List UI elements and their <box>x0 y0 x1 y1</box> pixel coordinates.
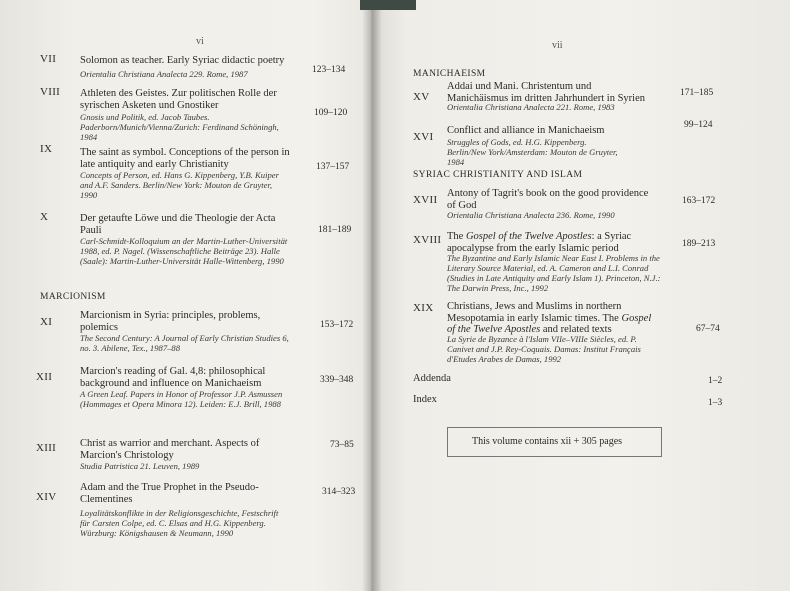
entry-number: VIII <box>40 86 61 98</box>
entry-source: Loyalitätskonflikte in der Religionsgeschichte, Festschrift für Carsten Colpe, ed. C. Elsas and H.G. Kippenberg. Würzburg: Königshausen & Neumann, 1990 <box>80 508 279 538</box>
entry-title: Antony of Tagrit's book on the good providence of God <box>447 188 649 211</box>
entry-title: Conflict and alliance in Manichaeism <box>447 125 605 136</box>
entry-title-italic: Gospel of the Twelve Apostles <box>447 312 652 335</box>
entry-number: XIV <box>36 491 57 503</box>
entry-source: The Second Century: A Journal of Early Christian Studies 6, no. 3. Abilene, Tex., 1987–88 <box>80 333 289 353</box>
entry-pages: 109–120 <box>314 108 348 118</box>
entry-title-text: and related texts <box>540 324 612 335</box>
entry-source: Concepts of Person, ed. Hans G. Kippenberg, Y.B. Kuiper and A.F. Sanders. Berlin/New York: Mouton de Gruyter, 1990 <box>80 170 279 200</box>
entry-title: Athleten des Geistes. Zur politischen Rolle der syrischen Asketen und Gnostiker <box>80 88 277 111</box>
entry-number: XI <box>40 316 53 328</box>
entry-title-text: The <box>447 231 466 242</box>
entry-title: The saint as symbol. Conceptions of the person in late antiquity and early Christianity <box>80 147 290 170</box>
book-gutter <box>362 0 382 591</box>
entry-title: Addai und Mani. Christentum und Manichäismus im dritten Jahrhundert in Syrien <box>447 81 646 104</box>
entry-pages: 73–85 <box>330 440 354 450</box>
entry-title: Adam and the True Prophet in the Pseudo-Clementines <box>80 482 259 505</box>
entry-pages: 314–323 <box>322 487 356 497</box>
entry-number: IX <box>40 143 53 155</box>
folio-right: vii <box>552 40 563 51</box>
entry-pages: 163–172 <box>682 196 716 206</box>
entry-number: XVII <box>413 194 438 206</box>
entry-pages: 189–213 <box>682 239 716 249</box>
section-heading: MANICHAEISM <box>413 69 486 79</box>
section-heading: MARCIONISM <box>40 292 106 302</box>
entry-pages: 67–74 <box>696 324 720 334</box>
entry-source: Carl-Schmidt-Kolloquium an der Martin-Luther-Universität 1988, ed. P. Nagel. (Wissenschaftliche Beiträge 23). Halle (Saale): Martin-Luther-Universität Halle-Wittenberg, 1990 <box>80 236 288 266</box>
entry-number: XII <box>36 371 53 383</box>
entry-source: A Green Leaf. Papers in Honor of Professor J.P. Asmussen (Hommages et Opera Minora 12). Leiden: E.J. Brill, 1988 <box>80 389 283 409</box>
entry-title: Marcionism in Syria: principles, problems, polemics <box>80 310 261 333</box>
entry-source: Orientalia Christiana Analecta 229. Rome, 1987 <box>80 69 248 79</box>
index-pages: 1–3 <box>708 398 723 408</box>
entry-number: VII <box>40 53 57 65</box>
entry-title: Solomon as teacher. Early Syriac didactic poetry <box>80 55 285 66</box>
entry-source: La Syrie de Byzance à l'Islam VIIe–VIIIe Siècles, ed. P. Canivet and J.P. Rey-Coquais. Damas: Institut Français d'Etudes Arabes de Damas, 1992 <box>447 334 641 364</box>
entry-source: Orientalia Christiana Analecta 236. Rome, 1990 <box>447 210 615 220</box>
entry-source: Struggles of Gods, ed. H.G. Kippenberg. Berlin/New York/Amsterdam: Mouton de Gruyter, 1984 <box>447 137 618 167</box>
entry-source: Gnosis und Politik, ed. Jacob Taubes. Paderborn/Munich/Vienna/Zurich: Ferdinand Schöningh, 1984 <box>80 112 279 142</box>
entry-number: XVIII <box>413 234 442 246</box>
entry-number: X <box>40 211 49 223</box>
entry-pages: 153–172 <box>320 320 354 330</box>
entry-pages: 99–124 <box>684 120 713 130</box>
addenda-pages: 1–2 <box>708 376 723 386</box>
index-label: Index <box>413 394 437 405</box>
section-heading: SYRIAC CHRISTIANITY AND ISLAM <box>413 170 583 180</box>
addenda-label: Addenda <box>413 373 451 384</box>
entry-title-text: Christians, Jews and Muslims in northern Mesopotamia in early Islamic times. The <box>447 301 622 324</box>
volume-note: This volume contains xii + 305 pages <box>447 427 662 457</box>
entry-title <box>447 301 657 336</box>
entry-pages: 123–134 <box>312 65 346 75</box>
entry-source: Orientalia Christiana Analecta 221. Rome, 1983 <box>447 102 615 112</box>
entry-number: XIII <box>36 442 57 454</box>
entry-title-italic: Gospel of the Twelve Apostles <box>465 231 592 242</box>
entry-pages: 339–348 <box>320 375 354 385</box>
entry-title: Der getaufte Löwe und die Theologie der Acta Pauli <box>80 213 276 236</box>
entry-title-text: : a Syriac apocalypse from the early Islamic period <box>447 231 632 254</box>
entry-title: Marcion's reading of Gal. 4,8: philosophical background and influence on Manichaeism <box>80 366 266 389</box>
entry-source: The Byzantine and Early Islamic Near East I. Problems in the Literary Source Material, ed. A. Cameron and L.I. Conrad (Studies in Late Antiquity and Early Islam 1). Princeton, N.J.: The Darwin Press, Inc., 1992 <box>447 253 661 293</box>
entry-title <box>447 231 657 254</box>
entry-pages: 137–157 <box>316 162 350 172</box>
entry-source: Studia Patristica 21. Leuven, 1989 <box>80 461 200 471</box>
cover-strip <box>360 0 416 10</box>
entry-title: Christ as warrior and merchant. Aspects of Marcion's Christology <box>80 438 260 461</box>
entry-number: XV <box>413 91 430 103</box>
entry-pages: 181–189 <box>318 225 352 235</box>
folio-left: vi <box>196 36 204 47</box>
entry-number: XIX <box>413 302 434 314</box>
entry-number: XVI <box>413 131 434 143</box>
entry-pages: 171–185 <box>680 88 714 98</box>
